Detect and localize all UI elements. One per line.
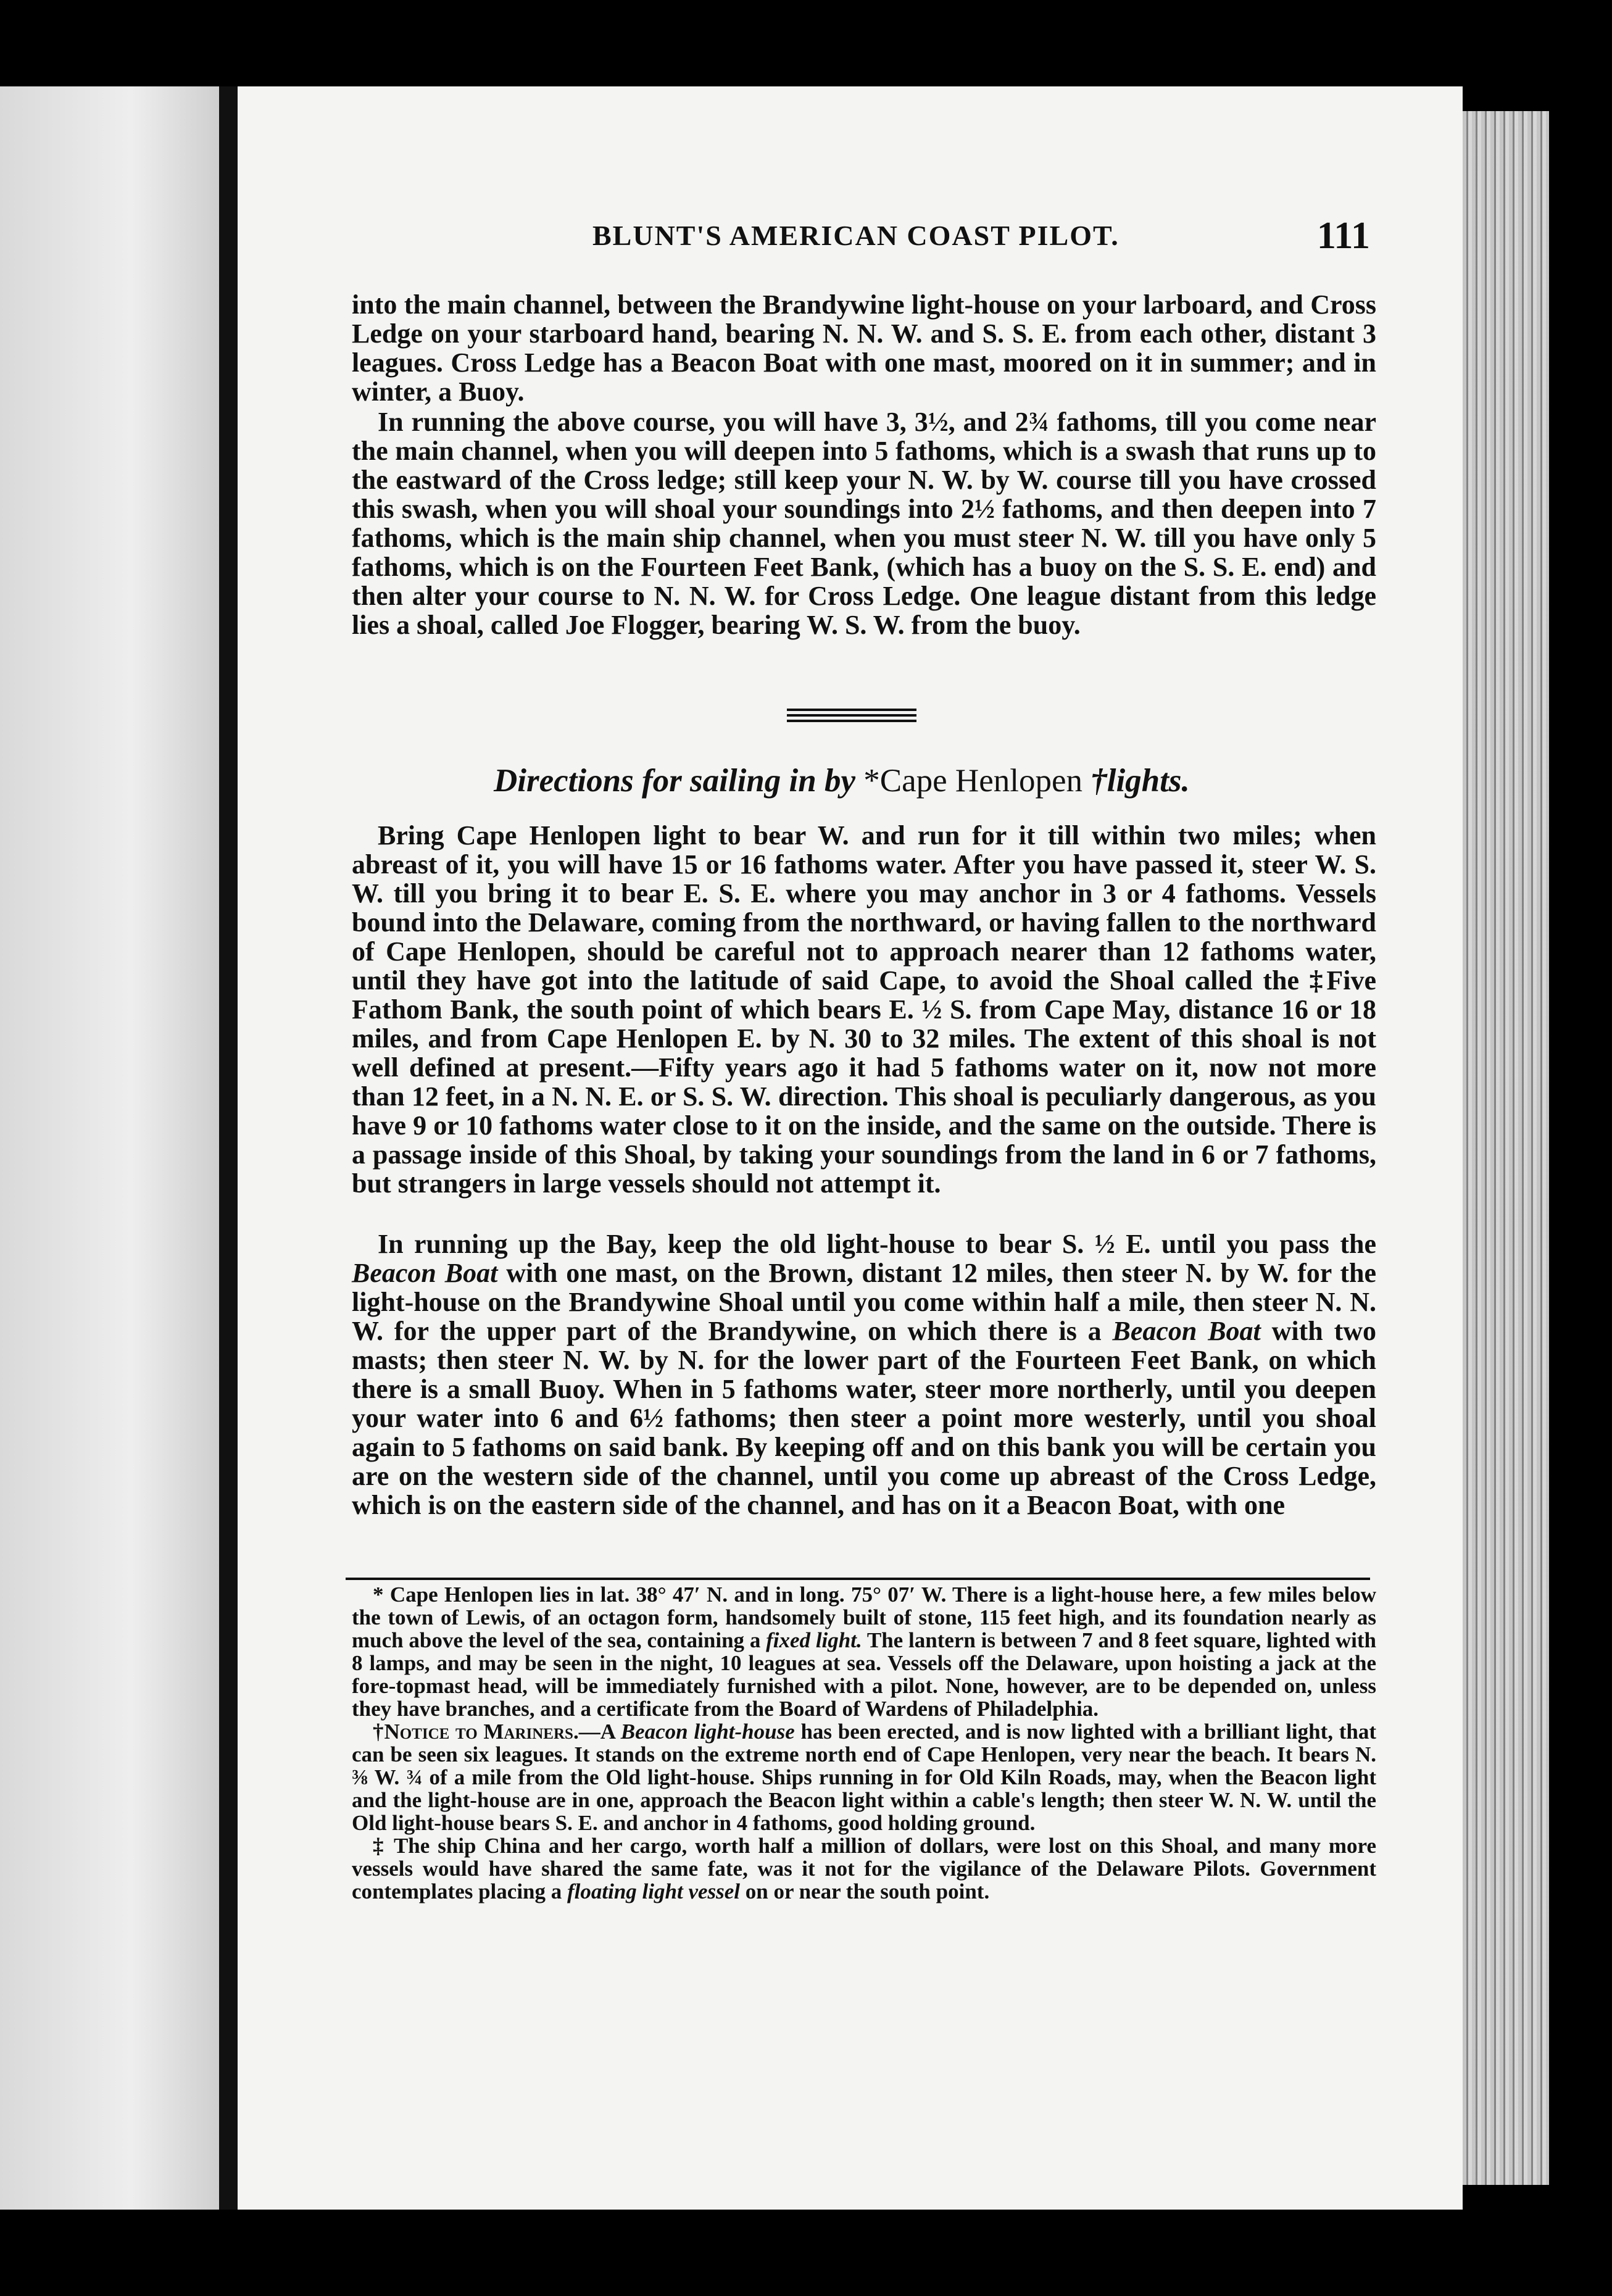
text-italic: Beacon Boat [352, 1258, 498, 1288]
footnote-rule [346, 1578, 1370, 1580]
text-run: * Cape Henlopen lies in lat. 38° 47′ N. and in long. 75° 07′ W. There is a light-house here, a few miles below the town of Lewis, of an octagon form, handsomely built of stone, 115 feet high, and its foundation nearly as much above the level of the sea, containing a [352, 1583, 1376, 1652]
text-run: with one mast, on the Brown, distant 12 miles, then steer N. by W. for the light-house on the Brandywine Shoal until you come within half a mile, then steer N. N. W. for the upper part of the Brandywine, on which there is a [352, 1258, 1376, 1346]
paragraph-running-course [352, 407, 1376, 639]
page-header [592, 215, 1370, 262]
text-italic: Beacon Boat [1112, 1316, 1261, 1346]
text-run: —A [578, 1720, 621, 1744]
paragraph-text: into the main channel, between the Brandywine light-house on your larboard, and Cross Ledge on your starboard hand, bearing N. N. W. and S. S. E. from each other, distant 3 leagues. Cross Ledge has a Beacon Boat with one mast, moored on it in summer; and in winter, a Buoy. [352, 289, 1376, 407]
footnotes [352, 1583, 1376, 1903]
notice-heading: †Notice to Mariners. [373, 1720, 579, 1744]
footnote-ship-china [352, 1834, 1376, 1903]
text-italic: floating light vessel [567, 1879, 741, 1903]
page-number: 111 [1316, 215, 1370, 257]
paragraph-text: In running the above course, you will have 3, 3½, and 2¾ fathoms, till you come near the main channel, when you will deepen into 5 fathoms, which is a swash that runs up to the eastward of the Cross ledge; still keep your N. W. by W. course till you have crossed this swash, when you will shoal your soundings into 2½ fathoms, and then deepen into 7 fathoms, which is the main ship channel, when you must steer N. W. till you have only 5 fathoms, which is on the Fourteen Feet Bank, (which has a buoy on the S. S. E. end) and then alter your course to N. N. W. for Cross Ledge. One league distant from this ledge lies a shoal, called Joe Flogger, bearing W. S. W. from the buoy. [352, 407, 1376, 640]
footnote-notice-to-mariners [352, 1720, 1376, 1834]
divider-rule-top [787, 709, 916, 711]
text-run: on or near the south point. [740, 1879, 990, 1903]
divider-rule-bottom [787, 720, 916, 722]
running-title: BLUNT'S AMERICAN COAST PILOT. [592, 220, 1120, 251]
heading-italic-part: Directions for sailing in by [494, 763, 856, 799]
paragraph-running-up-bay [352, 1229, 1376, 1520]
text-italic: Beacon light-house [620, 1720, 795, 1744]
text-run: In running up the Bay, keep the old light-house to bear S. ½ E. until you pass the [378, 1229, 1376, 1259]
text-run: has been erected, and is now lighted with a brilliant light, that can be seen six leagues. It stands on the extreme north end of Cape Henlopen, very near the beach. It bears N. ⅜ W. ¾ of a mile from the Old light-house. Ships running in for Old Kiln Roads, may, when the Beacon light and the light-house are in one, approach the Beacon light within a cable's length; then steer W. N. W. until the Old light-house bears S. E. and anchor in 4 fathoms, good holding ground. [352, 1720, 1376, 1835]
paragraph-text: Bring Cape Henlopen light to bear W. and run for it till within two miles; when abreast of it, you will have 15 or 16 fathoms water. After you have passed it, steer W. S. W. till you bring it to bear E. S. E. where you may anchor in 3 or 4 fathoms. Vessels bound into the Delaware, coming from the northward, or having fallen to the northward of Cape Henlopen, should be careful not to approach nearer than 12 fathoms water, until they have got into the latitude of said Cape, to avoid the Shoal called the ‡Five Fathom Bank, the south point of which bears E. ½ S. from Cape May, distance 16 or 18 miles, and from Cape Henlopen E. by N. 30 to 32 miles. The extent of this shoal is not well defined at present.—Fifty years ago it had 5 fathoms water on it, now not more than 12 feet, in a N. N. E. or S. S. W. direction. This shoal is peculiarly dangerous, as you have 9 or 10 fathoms water close to it on the inside, and the same on the outside. There is a passage inside of this Shoal, by taking your soundings from the land in 6 or 7 fathoms, but strangers in large vessels should not attempt it. [352, 820, 1376, 1199]
section-heading [494, 762, 1296, 799]
page-stack-edges [1463, 111, 1549, 2185]
heading-roman-part: *Cape Henlopen [863, 763, 1082, 799]
gutter-shadow [219, 86, 238, 2210]
footnote-cape-henlopen [352, 1583, 1376, 1720]
text-run: ‡ The ship China and her cargo, worth half a million of dollars, were lost on this Shoal, and many more vessels would have shared the same fate, was it not for the vigilance of the Delaware Pilots. Government contemplates placing a [352, 1834, 1376, 1903]
section-divider [787, 709, 916, 722]
heading-italic-end: †lights. [1091, 763, 1190, 799]
text-italic: fixed light. [766, 1628, 862, 1652]
paragraph-bring-cape-henlopen [352, 821, 1376, 1198]
text-run: The lantern is between 7 and 8 feet square, lighted with 8 lamps, and may be seen in the night, 10 leagues at sea. Vessels off the Delaware, upon hoisting a jack at the fore-topmast head, will be immediately furnished with a pilot. None, however, are to be depended on, unless they have branches, and a certificate from the Board of Wardens of Philadelphia. [352, 1628, 1377, 1721]
text-run: with two masts; then steer N. W. by N. for the lower part of the Fourteen Feet Bank, on which there is a small Buoy. When in 5 fathoms water, steer more northerly, until you deepen your water into 6 and 6½ fathoms; then steer a point more westerly, until you shoal again to 5 fathoms on said bank. By keeping off and on this bank you will be certain you are on the western side of the channel, until you come up abreast of the Cross Ledge, which is on the eastern side of the channel, and has on it a Beacon Boat, with one [352, 1316, 1377, 1520]
facing-page-edge [0, 86, 219, 2210]
paragraph-cross-ledge [352, 290, 1376, 406]
paragraph-text [352, 1229, 1376, 1520]
divider-rule-middle [787, 714, 916, 717]
